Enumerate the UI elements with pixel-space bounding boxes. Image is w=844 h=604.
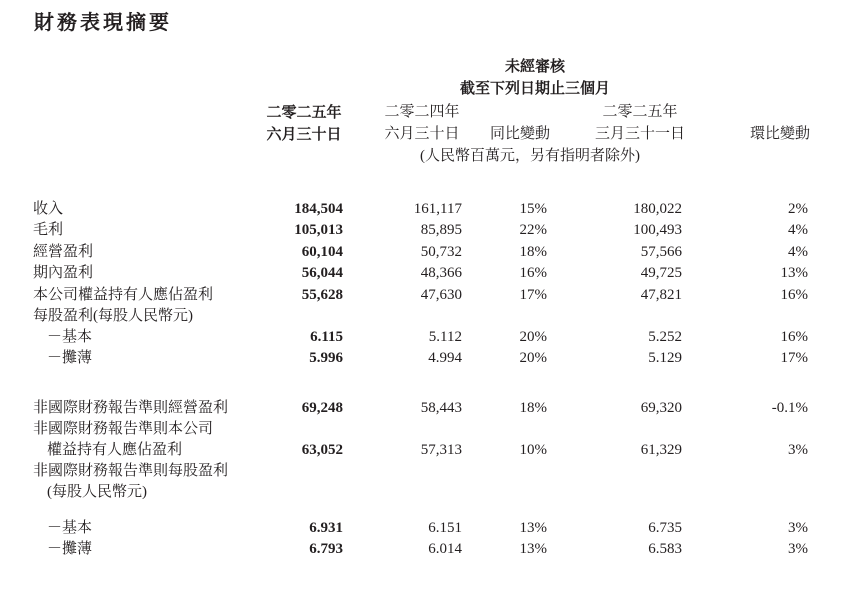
value-q2-2025: 55,628 [301, 287, 343, 303]
value-q1-2025: 47,821 [640, 287, 682, 303]
value-yoy-change: 10% [519, 442, 547, 458]
value-yoy-change: 20% [519, 329, 547, 345]
col-q2-2024-line1: 二零二四年 [384, 104, 460, 120]
col-qoq-label: 環比變動 [749, 126, 810, 142]
table-row [0, 419, 844, 439]
table-row [0, 348, 844, 368]
value-qoq-change: 16% [780, 329, 808, 345]
row-label: (每股人民幣元) [47, 484, 147, 500]
table-row [0, 306, 844, 326]
value-yoy-change: 22% [519, 222, 547, 238]
value-q1-2025: 5.129 [648, 350, 682, 366]
value-q2-2024: 57,313 [420, 442, 462, 458]
value-yoy-change: 13% [519, 541, 547, 557]
value-qoq-change: 4% [788, 222, 808, 238]
row-label: 毛利 [33, 222, 64, 238]
value-q2-2025: 6.793 [309, 541, 343, 557]
table-row [0, 327, 844, 347]
row-label: 非國際財務報告準則本公司 [33, 421, 214, 437]
row-label: 本公司權益持有人應佔盈利 [33, 287, 214, 303]
value-yoy-change: 16% [519, 265, 547, 281]
value-qoq-change: 16% [780, 287, 808, 303]
value-q2-2024: 6.014 [428, 541, 462, 557]
value-qoq-change: 2% [788, 201, 808, 217]
row-label: －基本 [47, 520, 93, 536]
audit-status-header: 未經審核 [504, 57, 565, 75]
table-row [0, 518, 844, 538]
row-label: 經營盈利 [33, 244, 94, 260]
value-qoq-change: 3% [788, 442, 808, 458]
value-q1-2025: 49,725 [640, 265, 682, 281]
value-q2-2024: 48,366 [420, 265, 462, 281]
value-qoq-change: -0.1% [771, 400, 808, 416]
value-qoq-change: 3% [788, 541, 808, 557]
value-qoq-change: 3% [788, 520, 808, 536]
value-qoq-change: 13% [780, 265, 808, 281]
row-label: 權益持有人應佔盈利 [47, 442, 183, 458]
value-q1-2025: 57,566 [640, 244, 682, 260]
unit-note: (人民幣百萬元，另有指明者除外) [420, 148, 640, 164]
value-q2-2025: 5.996 [309, 350, 343, 366]
row-label: －攤薄 [47, 541, 93, 557]
value-q1-2025: 61,329 [640, 442, 682, 458]
value-q2-2024: 50,732 [420, 244, 462, 260]
value-qoq-change: 17% [780, 350, 808, 366]
value-yoy-change: 15% [519, 201, 547, 217]
value-yoy-change: 18% [519, 400, 547, 416]
value-q2-2025: 184,504 [294, 201, 343, 217]
value-q1-2025: 6.583 [648, 541, 682, 557]
row-label: 每股盈利(每股人民幣元) [33, 308, 193, 324]
table-row [0, 539, 844, 559]
table-row [0, 263, 844, 283]
row-label: －基本 [47, 329, 93, 345]
value-q2-2024: 85,895 [420, 222, 462, 238]
row-label: 非國際財務報告準則每股盈利 [33, 463, 229, 479]
value-q1-2025: 100,493 [633, 222, 682, 238]
value-q2-2024: 5.112 [428, 329, 462, 345]
value-q2-2024: 58,443 [420, 400, 462, 416]
value-q2-2024: 6.151 [428, 520, 462, 536]
value-yoy-change: 13% [519, 520, 547, 536]
table-row [0, 461, 844, 481]
value-yoy-change: 20% [519, 350, 547, 366]
col-q2-2025-line1: 二零二五年 [266, 103, 342, 121]
table-row [0, 199, 844, 219]
row-label: －攤薄 [47, 350, 93, 366]
col-yoy-label: 同比變動 [489, 126, 550, 142]
value-q2-2025: 6.115 [310, 329, 343, 345]
value-q1-2025: 6.735 [648, 520, 682, 536]
table-row [0, 440, 844, 460]
value-q1-2025: 180,022 [633, 201, 682, 217]
table-row [0, 398, 844, 418]
value-q1-2025: 69,320 [640, 400, 682, 416]
table-row [0, 285, 844, 305]
col-q1-2025-line2: 三月三十一日 [594, 126, 685, 142]
value-yoy-change: 17% [519, 287, 547, 303]
table-row [0, 482, 844, 502]
row-label: 期內盈利 [33, 265, 94, 281]
period-header: 截至下列日期止三個月 [459, 79, 610, 97]
value-q2-2024: 161,117 [413, 201, 462, 217]
table-row [0, 220, 844, 240]
value-q2-2024: 47,630 [420, 287, 462, 303]
col-q2-2024-line2: 六月三十日 [384, 126, 460, 142]
value-q2-2025: 6.931 [309, 520, 343, 536]
table-row [0, 242, 844, 262]
value-q2-2025: 60,104 [301, 244, 343, 260]
value-q2-2025: 69,248 [301, 400, 343, 416]
page-title: 財務表現摘要 [34, 10, 172, 34]
value-q2-2025: 56,044 [301, 265, 343, 281]
row-label: 非國際財務報告準則經營盈利 [33, 400, 229, 416]
value-q2-2025: 105,013 [294, 222, 343, 238]
value-yoy-change: 18% [519, 244, 547, 260]
value-qoq-change: 4% [788, 244, 808, 260]
col-q2-2025-line2: 六月三十日 [266, 125, 342, 143]
value-q2-2025: 63,052 [301, 442, 343, 458]
col-q1-2025-line1: 二零二五年 [602, 104, 678, 120]
value-q2-2024: 4.994 [428, 350, 462, 366]
value-q1-2025: 5.252 [648, 329, 682, 345]
row-label: 收入 [33, 201, 64, 217]
